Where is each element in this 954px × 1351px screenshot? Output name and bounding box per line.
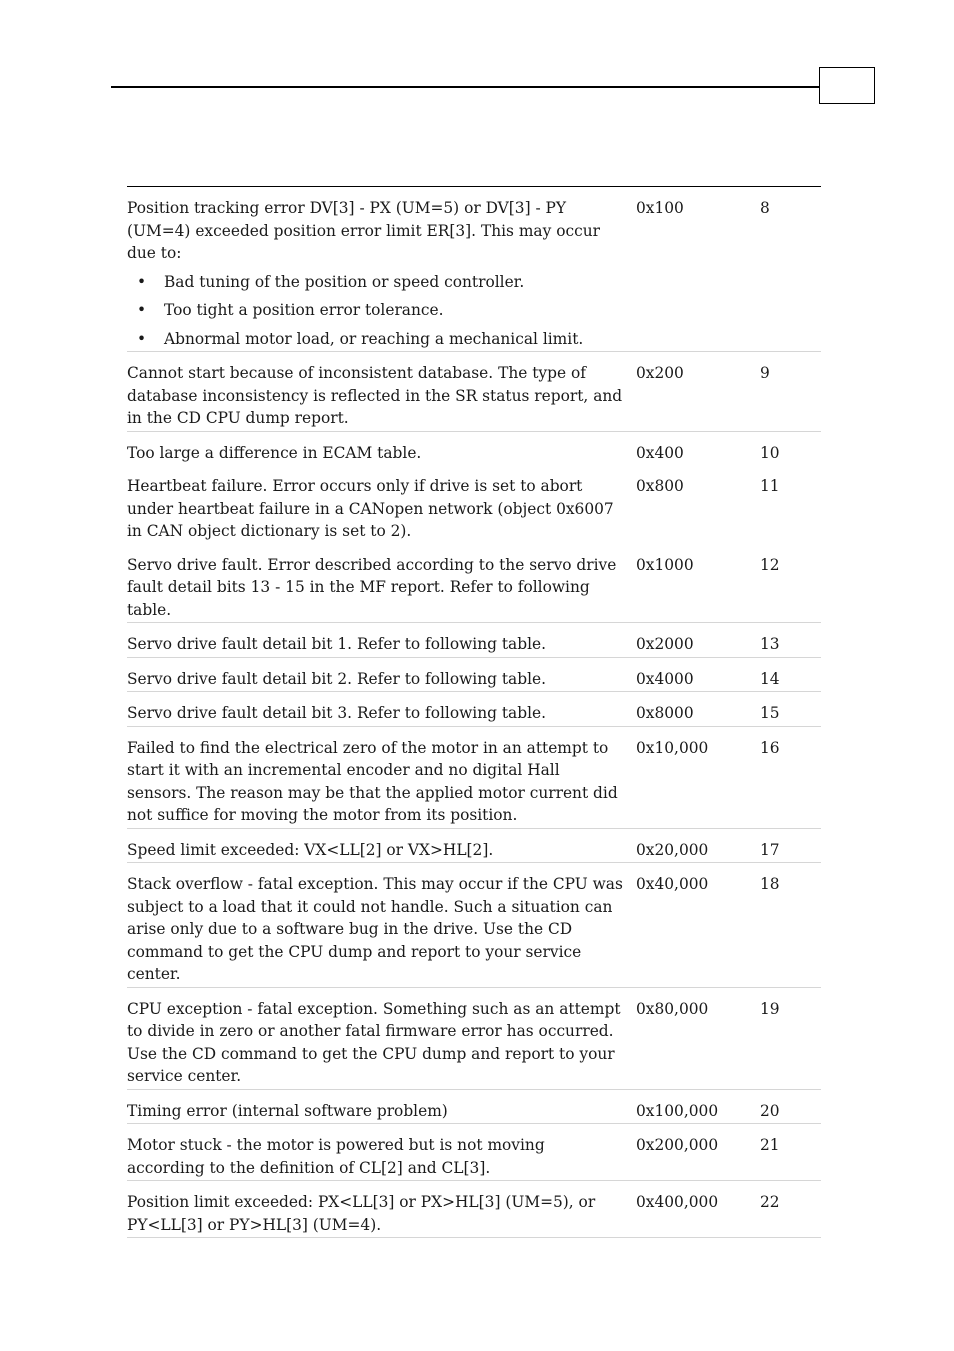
- row-bit: 13: [760, 635, 780, 653]
- row-bit: 17: [760, 840, 780, 859]
- page-number-box: [819, 67, 875, 104]
- row-description: Speed limit exceeded: VX<LL[2] or VX>HL[2].: [127, 840, 494, 859]
- row-bit: 19: [760, 999, 780, 1018]
- list-item: • Abnormal motor load, or reaching a mechanical limit.: [127, 328, 627, 351]
- row-bit: 20: [760, 1101, 780, 1120]
- bullet-icon: •: [137, 329, 147, 348]
- table-row: [127, 187, 821, 352]
- row-code: 0x10,000: [636, 738, 709, 757]
- list-item: • Bad tuning of the position or speed controller.: [127, 271, 627, 294]
- table-row: [127, 692, 821, 727]
- header-rule: [111, 86, 820, 88]
- row-bit: 8: [760, 199, 770, 217]
- row-description: Servo drive fault. Error described according to the servo drive fault detail bits 13 - 15 in the MF report. Refer to following table.: [127, 555, 617, 619]
- row-bit: 12: [760, 555, 780, 574]
- row-bit: 11: [760, 477, 780, 495]
- table-row: [127, 988, 821, 1090]
- row-bit: 14: [760, 669, 780, 688]
- row-code: 0x100,000: [636, 1101, 719, 1120]
- table-row: [127, 1181, 821, 1238]
- row-code: 0x400: [636, 443, 684, 462]
- row-code: 0x20,000: [636, 840, 709, 859]
- row-description: Servo drive fault detail bit 2. Refer to following table.: [127, 669, 547, 688]
- row-description: Cannot start because of inconsistent database. The type of database inconsistency is reflected in the SR status report, and in the CD CPU dump report.: [127, 364, 623, 427]
- bullet-icon: •: [137, 272, 147, 291]
- row-code: 0x40,000: [636, 875, 709, 893]
- row-code: 0x100: [636, 199, 684, 217]
- row-code: 0x2000: [636, 635, 694, 653]
- table-row: [127, 623, 821, 658]
- row-description: Motor stuck - the motor is powered but is not moving according to the definition of CL[2] and CL[3].: [127, 1136, 545, 1177]
- table-row: [127, 465, 821, 544]
- row-code: 0x400,000: [636, 1193, 719, 1211]
- row-bit: 22: [760, 1193, 780, 1211]
- table-row: [127, 432, 821, 466]
- table-row: [127, 1124, 821, 1181]
- row-description: Position limit exceeded: PX<LL[3] or PX>HL[3] (UM=5), or PY<LL[3] or PY>HL[3] (UM=4).: [127, 1193, 596, 1234]
- row-code: 0x1000: [636, 555, 694, 574]
- row-code: 0x200,000: [636, 1136, 719, 1154]
- bullet-icon: •: [137, 301, 147, 319]
- row-bit: 10: [760, 443, 780, 462]
- row-description: Servo drive fault detail bit 1. Refer to following table.: [127, 635, 547, 653]
- row-code: 0x200: [636, 364, 684, 382]
- row-description: Failed to find the electrical zero of the motor in an attempt to start it with an incremental encoder and no digital Hall sensors. The reason may be that the applied motor current did not suffice for moving the motor from its position.: [127, 738, 618, 824]
- table-row: [127, 863, 821, 988]
- row-bit: 21: [760, 1136, 780, 1154]
- row-bit: 15: [760, 704, 780, 722]
- row-bit: 9: [760, 364, 770, 382]
- table-row: [127, 352, 821, 432]
- cause-list: [127, 271, 627, 351]
- row-description: Servo drive fault detail bit 3. Refer to following table.: [127, 704, 547, 722]
- row-description: CPU exception - fatal exception. Something such as an attempt to divide in zero or another fatal firmware error has occurred. Use the CD command to get the CPU dump and report to your service center.: [127, 999, 621, 1085]
- row-code: 0x4000: [636, 669, 694, 688]
- row-description: Position tracking error DV[3] - PX (UM=5) or DV[3] - PY (UM=4) exceeded position error limit ER[3]. This may occur due to: • Bad tuning of the position or speed controller. • Too tight a position error tolerance. • Abnormal motor load, or reaching a mechanical limit.: [127, 197, 636, 350]
- row-description: Stack overflow - fatal exception. This may occur if the CPU was subject to a load that it could not handle. Such a situation can arise only due to a software bug in the drive. Use the CD command to get the CPU dump and report to your service center.: [127, 875, 623, 983]
- error-codes-table: [127, 186, 821, 1238]
- row-code: 0x800: [636, 477, 684, 495]
- table-row: [127, 1090, 821, 1125]
- list-item: • Too tight a position error tolerance.: [127, 299, 627, 322]
- table-row: [127, 658, 821, 693]
- row-code: 0x8000: [636, 704, 694, 722]
- row-description: Heartbeat failure. Error occurs only if drive is set to abort under heartbeat failure in a CANopen network (object 0x6007 in CAN object dictionary is set to 2).: [127, 477, 614, 540]
- table-row: [127, 544, 821, 624]
- row-code: 0x80,000: [636, 999, 709, 1018]
- row-bit: 16: [760, 738, 780, 757]
- table-row: [127, 829, 821, 864]
- row-description: Too large a difference in ECAM table.: [127, 443, 422, 462]
- table-row: [127, 727, 821, 829]
- row-description: Timing error (internal software problem): [127, 1101, 448, 1120]
- row-bit: 18: [760, 875, 780, 893]
